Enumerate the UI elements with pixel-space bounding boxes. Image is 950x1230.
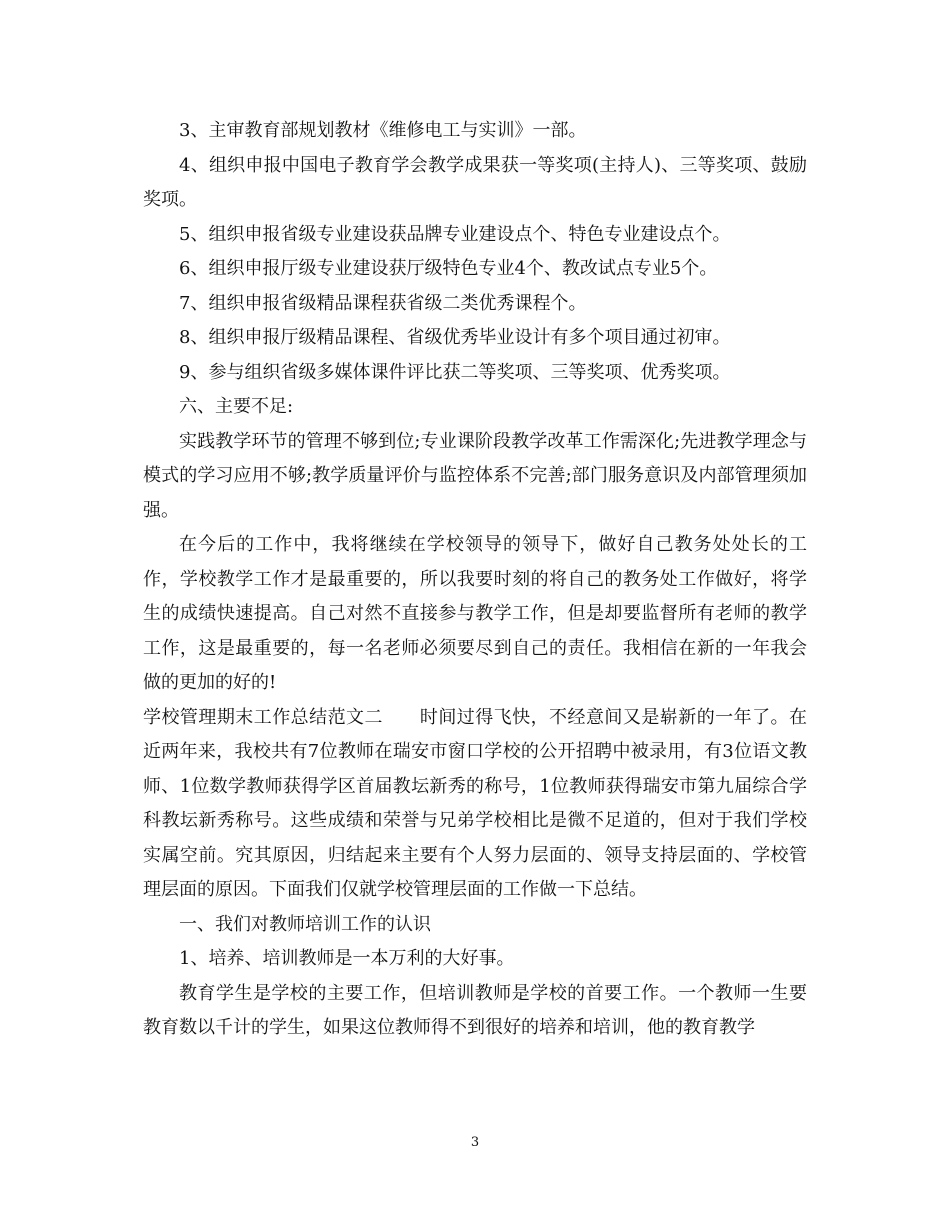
section-heading: 六、主要不足:	[179, 396, 294, 417]
paragraph: 5、组织申报省级专业建设获品牌专业建设点个、特色专业建设点个。	[179, 223, 731, 245]
paragraph: 6、组织申报厅级专业建设获厅级特色专业4个、教改试点专业5个。	[179, 258, 718, 279]
paragraph: 3、主审教育部规划教材《维修电工与实训》一部。	[179, 120, 587, 141]
paragraph: 9、参与组织省级多媒体课件评比获二等奖项、三等奖项、优秀奖项。	[179, 361, 731, 383]
paragraph: 教育学生是学校的主要工作，但培训教师是学校的首要工作。一个教师一生要教育数以千计的学生，如果这位教师得不到很好的培养和培训，他的教育教学	[143, 982, 807, 1038]
paragraph: 8、组织申报厅级精品课程、省级优秀毕业设计有多个项目通过初审。	[179, 327, 731, 348]
paragraph: 1、培养、培训教师是一本万利的大好事。	[179, 948, 515, 969]
paragraph: 在今后的工作中，我将继续在学校领导的领导下，做好自己教务处处长的工作，学校教学工作才是最重要的，所以我要时刻的将自己的教务处工作做好，将学生的成绩快速提高。自己对然不直接参与教学工作，但是却要监督所有老师的教学工作，这是最重要的，每一名老师必须要尽到自己的责任。我相信在新的一年我会做的更加的好的!	[143, 534, 807, 693]
paragraph: 实践教学环节的管理不够到位;专业课阶段教学改革工作需深化;先进教学理念与模式的学习应用不够;教学质量评价与监控体系不完善;部门服务意识及内部管理须加强。	[143, 430, 807, 521]
page-number: 3	[470, 1135, 480, 1150]
document-body	[143, 114, 807, 1046]
paragraph: 学校管理期末工作总结范文二 时间过得飞快，不经意间又是崭新的一年了。在近两年来，我校共有7位教师在瑞安市窗口学校的公开招聘中被录用，有3位语文教师、1位数学教师获得学区首届教坛新秀的称号，1位教师获得瑞安市第九届综合学科教坛新秀称号。这些成绩和荣誉与兄弟学校相比是微不足道的，但对于我们学校实属空前。究其原因，归结起来主要有个人努力层面的、领导支持层面的、学校管理层面的原因。下面我们仅就学校管理层面的工作做一下总结。	[143, 706, 807, 900]
paragraph: 4、组织申报中国电子教育学会教学成果获一等奖项(主持人)、三等奖项、鼓励奖项。	[143, 154, 807, 210]
paragraph: 7、组织申报省级精品课程获省级二类优秀课程个。	[179, 292, 587, 314]
section-heading: 一、我们对教师培训工作的认识	[179, 913, 431, 935]
